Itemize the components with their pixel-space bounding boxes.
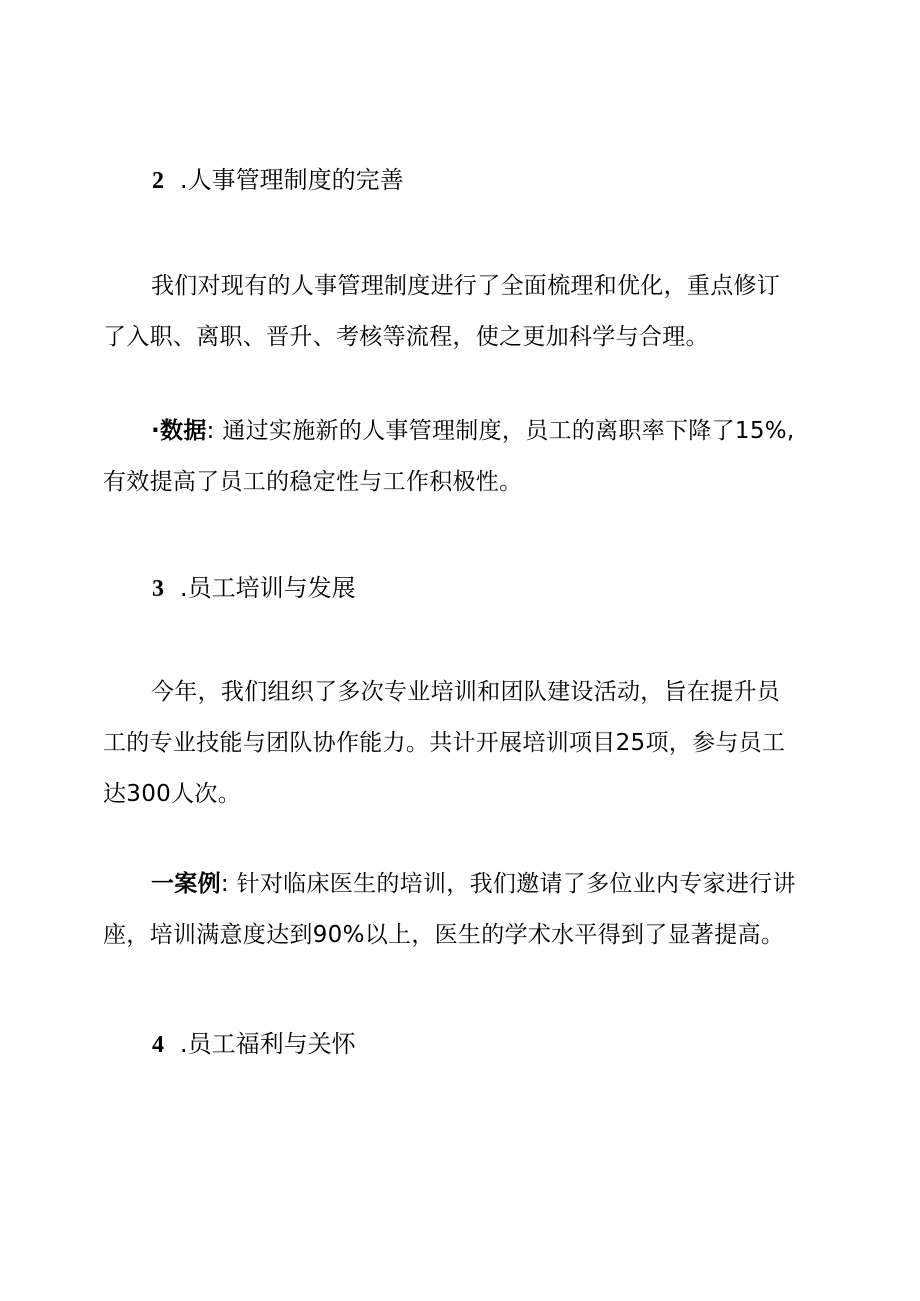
section-title: .员工培训与发展 xyxy=(180,574,356,602)
data-note-label: ·数据 xyxy=(151,418,207,444)
section-title: .员工福利与关怀 xyxy=(180,1030,356,1058)
paragraph-text: 我们对现有的人事管理制度进行了全面梳理和优化，重点修订了入职、离职、晋升、考核等流程，使之更加科学与合理。 xyxy=(103,273,781,350)
section-2-heading xyxy=(152,165,404,196)
section-3-heading xyxy=(152,573,356,604)
section-number: 4 xyxy=(152,1032,164,1058)
paragraph-text: 今年，我们组织了多次专业培训和团队建设活动，旨在提升员工的专业技能与团队协作能力。共计开展培训项目25项，参与员工达300人次。 xyxy=(103,679,786,807)
case-note-label: 一案例 xyxy=(151,871,221,897)
section-number: 3 xyxy=(152,576,164,602)
section-title: .人事管理制度的完善 xyxy=(180,166,404,194)
section-3-case-note xyxy=(103,859,803,961)
section-2-paragraph xyxy=(103,261,803,363)
section-number: 2 xyxy=(152,168,164,194)
section-4-heading xyxy=(152,1029,356,1060)
section-3-paragraph xyxy=(103,667,803,820)
section-2-data-note xyxy=(103,406,803,508)
case-note-text: : 针对临床医生的培训，我们邀请了多位业内专家进行讲座，培训满意度达到90%以上，医生的学术水平得到了显著提高。 xyxy=(103,871,796,948)
data-note-text: : 通过实施新的人事管理制度，员工的离职率下降了15%,有效提高了员工的稳定性与工作积极性。 xyxy=(103,418,795,495)
